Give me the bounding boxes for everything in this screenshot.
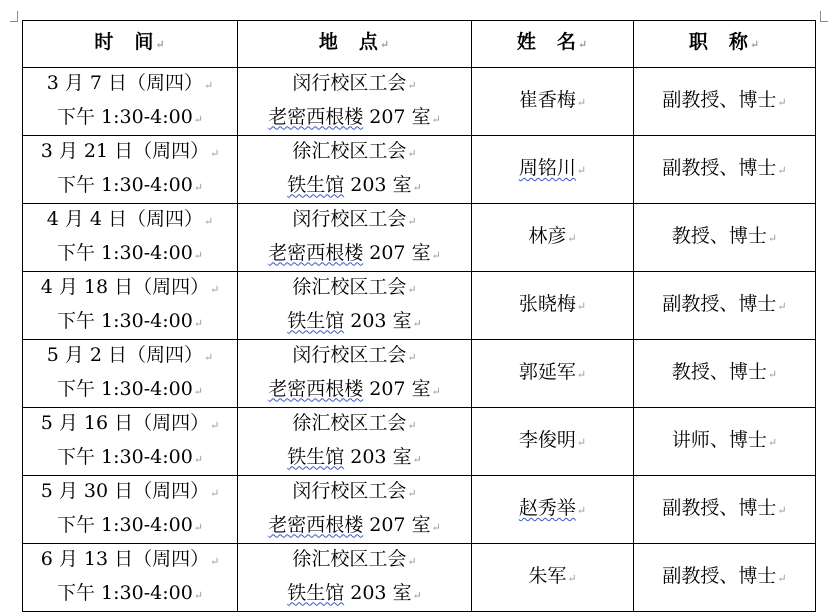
date-text: 4 月 18 日（周四） <box>40 276 210 298</box>
cell-time <box>23 408 238 476</box>
header-title: 职 称↵ <box>634 21 816 68</box>
paragraph-mark-icon: ↵ <box>407 215 417 228</box>
paragraph-mark-icon: ↵ <box>767 367 778 381</box>
room-number-text: 207 室 <box>363 513 431 536</box>
cell-time <box>23 544 238 612</box>
room-number-text: 207 室 <box>363 377 431 400</box>
cell-title <box>634 340 816 408</box>
room-number-text: 207 室 <box>363 105 431 128</box>
cell-name <box>472 544 634 612</box>
date-text: 4 月 4 日（周四） <box>46 208 204 230</box>
cell-name <box>472 136 634 204</box>
cell-title <box>634 272 816 340</box>
venue-text: 闵行校区工会 <box>292 480 407 502</box>
paragraph-mark-icon: ↵ <box>193 452 203 466</box>
hours-text: 下午 1:30-4:00 <box>56 445 193 468</box>
table-row <box>23 136 816 204</box>
paragraph-mark-icon: ↵ <box>407 487 417 500</box>
paragraph-mark-icon: ↵ <box>193 520 203 534</box>
cell-name <box>472 204 634 272</box>
paragraph-mark-icon: ↵ <box>193 180 203 194</box>
cell-place <box>238 408 472 476</box>
hours-text: 下午 1:30-4:00 <box>56 377 193 400</box>
cell-time <box>23 272 238 340</box>
paragraph-mark-icon: ↵ <box>407 419 417 432</box>
person-name: 郭延军 <box>518 360 576 383</box>
paragraph-mark-icon: ↵ <box>412 452 422 466</box>
paragraph-mark-icon: ↵ <box>379 38 391 52</box>
cell-name <box>472 476 634 544</box>
venue-text: 徐汇校区工会 <box>292 412 407 434</box>
person-name: 李俊明 <box>518 428 576 451</box>
paragraph-mark-icon: ↵ <box>431 520 441 534</box>
paragraph-mark-icon: ↵ <box>777 163 787 177</box>
paragraph-mark-icon: ↵ <box>193 112 203 126</box>
header-time: 时 间↵ <box>23 21 238 68</box>
room-number-text: 203 室 <box>344 173 412 196</box>
paragraph-mark-icon: ↵ <box>210 419 220 432</box>
cell-name <box>472 272 634 340</box>
paragraph-mark-icon: ↵ <box>193 248 203 262</box>
person-name: 周铭川 <box>518 156 576 179</box>
person-title: 副教授、博士 <box>662 292 777 315</box>
table-row <box>23 340 816 408</box>
paragraph-mark-icon: ↵ <box>412 316 422 330</box>
hours-text: 下午 1:30-4:00 <box>56 309 193 332</box>
date-text: 3 月 7 日（周四） <box>46 72 204 94</box>
hours-text: 下午 1:30-4:00 <box>56 581 193 604</box>
margin-corner-mark-left <box>10 11 18 22</box>
room-number-text: 203 室 <box>344 309 412 332</box>
paragraph-mark-icon: ↵ <box>210 283 220 296</box>
cell-title <box>634 68 816 136</box>
paragraph-mark-icon: ↵ <box>576 503 587 517</box>
venue-text: 闵行校区工会 <box>292 72 407 94</box>
venue-text: 徐汇校区工会 <box>292 140 407 162</box>
paragraph-mark-icon: ↵ <box>431 384 441 398</box>
room-building-text: 老密西根楼 <box>268 377 364 400</box>
venue-text: 闵行校区工会 <box>292 208 407 230</box>
paragraph-mark-icon: ↵ <box>407 79 417 92</box>
header-place: 地 点↵ <box>238 21 472 68</box>
paragraph-mark-icon: ↵ <box>193 588 203 602</box>
paragraph-mark-icon: ↵ <box>412 588 422 602</box>
date-text: 5 月 16 日（周四） <box>40 412 210 434</box>
date-text: 6 月 13 日（周四） <box>40 548 210 570</box>
paragraph-mark-icon: ↵ <box>576 163 587 177</box>
paragraph-mark-icon: ↵ <box>407 351 417 364</box>
venue-text: 徐汇校区工会 <box>292 276 407 298</box>
person-name: 赵秀举 <box>518 496 576 519</box>
table-row <box>23 68 816 136</box>
person-name: 张晓梅 <box>518 292 576 315</box>
room-building-text: 铁生馆 <box>287 309 345 332</box>
paragraph-mark-icon: ↵ <box>412 180 422 194</box>
hours-text: 下午 1:30-4:00 <box>56 105 193 128</box>
cell-title <box>634 476 816 544</box>
paragraph-mark-icon: ↵ <box>576 367 587 381</box>
paragraph-mark-icon: ↵ <box>777 95 787 109</box>
paragraph-mark-icon: ↵ <box>155 38 166 52</box>
person-title: 副教授、博士 <box>662 156 777 179</box>
schedule-table <box>22 20 816 612</box>
cell-place <box>238 476 472 544</box>
person-title: 教授、博士 <box>671 224 767 247</box>
cell-time <box>23 340 238 408</box>
room-number-text: 203 室 <box>344 581 412 604</box>
cell-name <box>472 68 634 136</box>
table-row <box>23 272 816 340</box>
cell-place <box>238 272 472 340</box>
person-name: 朱军 <box>528 564 567 587</box>
table-row <box>23 408 816 476</box>
cell-name <box>472 340 634 408</box>
cell-place <box>238 340 472 408</box>
paragraph-mark-icon: ↵ <box>576 299 587 313</box>
paragraph-mark-icon: ↵ <box>749 38 761 52</box>
cell-place <box>238 68 472 136</box>
room-building-text: 老密西根楼 <box>268 241 364 264</box>
cell-place <box>238 136 472 204</box>
room-number-text: 207 室 <box>363 241 431 264</box>
paragraph-mark-icon: ↵ <box>204 215 214 228</box>
paragraph-mark-icon: ↵ <box>431 248 441 262</box>
person-name: 林彦 <box>528 224 567 247</box>
table-row <box>23 544 816 612</box>
room-building-text: 铁生馆 <box>287 581 345 604</box>
cell-title <box>634 408 816 476</box>
paragraph-mark-icon: ↵ <box>204 351 214 364</box>
cell-time <box>23 476 238 544</box>
cell-time <box>23 204 238 272</box>
person-name: 崔香梅 <box>518 88 576 111</box>
paragraph-mark-icon: ↵ <box>407 283 417 296</box>
venue-text: 徐汇校区工会 <box>292 548 407 570</box>
paragraph-mark-icon: ↵ <box>777 299 787 313</box>
cell-title <box>634 136 816 204</box>
paragraph-mark-icon: ↵ <box>431 112 441 126</box>
cell-time <box>23 68 238 136</box>
paragraph-mark-icon: ↵ <box>210 487 220 500</box>
room-building-text: 老密西根楼 <box>268 513 364 536</box>
paragraph-mark-icon: ↵ <box>777 571 787 585</box>
venue-text: 闵行校区工会 <box>292 344 407 366</box>
header-row <box>23 21 816 68</box>
cell-time <box>23 136 238 204</box>
cell-title <box>634 204 816 272</box>
paragraph-mark-icon: ↵ <box>204 79 214 92</box>
paragraph-mark-icon: ↵ <box>210 555 220 568</box>
table-row <box>23 476 816 544</box>
date-text: 5 月 2 日（周四） <box>46 344 204 366</box>
paragraph-mark-icon: ↵ <box>567 231 577 245</box>
person-title: 副教授、博士 <box>662 88 777 111</box>
hours-text: 下午 1:30-4:00 <box>56 241 193 264</box>
paragraph-mark-icon: ↵ <box>210 147 220 160</box>
cell-name <box>472 408 634 476</box>
header-name: 姓 名↵ <box>472 21 634 68</box>
paragraph-mark-icon: ↵ <box>767 231 778 245</box>
person-title: 教授、博士 <box>671 360 767 383</box>
paragraph-mark-icon: ↵ <box>407 555 417 568</box>
date-text: 3 月 21 日（周四） <box>40 140 210 162</box>
person-title: 副教授、博士 <box>662 564 777 587</box>
paragraph-mark-icon: ↵ <box>577 38 589 52</box>
paragraph-mark-icon: ↵ <box>567 571 577 585</box>
room-building-text: 铁生馆 <box>287 445 345 468</box>
table-row <box>23 204 816 272</box>
person-title: 讲师、博士 <box>671 428 767 451</box>
cell-place <box>238 204 472 272</box>
paragraph-mark-icon: ↵ <box>767 435 778 449</box>
person-title: 副教授、博士 <box>662 496 777 519</box>
cell-title <box>634 544 816 612</box>
room-number-text: 203 室 <box>344 445 412 468</box>
margin-corner-mark-right <box>820 11 828 22</box>
paragraph-mark-icon: ↵ <box>576 95 587 109</box>
room-building-text: 老密西根楼 <box>268 105 364 128</box>
paragraph-mark-icon: ↵ <box>193 384 203 398</box>
hours-text: 下午 1:30-4:00 <box>56 513 193 536</box>
paragraph-mark-icon: ↵ <box>576 435 587 449</box>
paragraph-mark-icon: ↵ <box>193 316 203 330</box>
paragraph-mark-icon: ↵ <box>407 147 417 160</box>
date-text: 5 月 30 日（周四） <box>40 480 210 502</box>
hours-text: 下午 1:30-4:00 <box>56 173 193 196</box>
room-building-text: 铁生馆 <box>287 173 345 196</box>
cell-place <box>238 544 472 612</box>
paragraph-mark-icon: ↵ <box>777 503 787 517</box>
